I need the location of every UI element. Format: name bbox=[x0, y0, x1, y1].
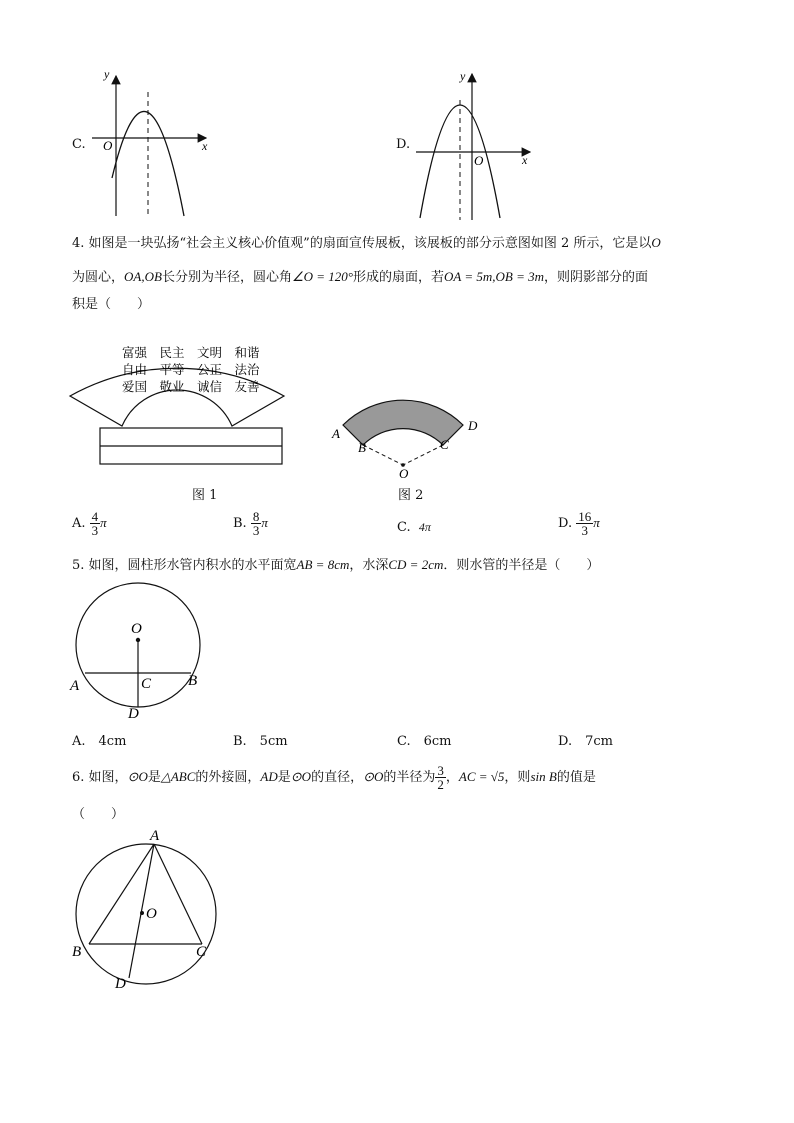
svg-text:B: B bbox=[72, 944, 82, 960]
svg-text:A: A bbox=[332, 426, 340, 441]
option-c-label: C. bbox=[72, 137, 86, 152]
fan-row-3: 爱国 敬业 诚信 友善 bbox=[122, 380, 260, 394]
svg-text:O: O bbox=[399, 466, 409, 480]
q4-option-c[interactable]: C. 4π bbox=[397, 520, 431, 535]
q5-option-b[interactable]: B. 5cm bbox=[233, 734, 288, 749]
origin-label: O bbox=[103, 138, 113, 153]
svg-text:O: O bbox=[474, 153, 484, 168]
svg-text:A: A bbox=[150, 828, 160, 844]
svg-text:C: C bbox=[196, 944, 207, 960]
option-d-label: D. bbox=[396, 137, 411, 152]
svg-text:D: D bbox=[468, 418, 478, 433]
parabola-graph-d bbox=[410, 68, 540, 223]
q5-option-c[interactable]: C. 6cm bbox=[397, 734, 452, 749]
svg-text:B: B bbox=[188, 673, 198, 689]
q4-line1: 4. 如图是一块弘扬“社会主义核心价值观”的扇面宣传展板，该展板的部分示意图如图 2 所示，它是以O bbox=[72, 235, 661, 251]
q4-option-d[interactable]: D. $\frac{16}{3}$ π bbox=[558, 509, 600, 538]
fig1-caption: 图 1 bbox=[192, 488, 218, 503]
q4-line2: 为圆心，OA,OB长分别为半径，圆心角∠O = 120°形成的扇面，若OA = 5m,OB = 3m，则阴影部分的面 bbox=[72, 269, 648, 285]
triangle-circle-figure bbox=[68, 828, 228, 996]
fan-row-2: 自由 平等 公正 法治 bbox=[122, 363, 260, 377]
parabola-graph-c bbox=[88, 68, 218, 218]
q5-question: 5. 如图，圆柱形水管内积水的水平面宽AB = 8cm，水深CD = 2cm．则水管的半径是（ ） bbox=[72, 557, 600, 573]
fig2-caption: 图 2 bbox=[398, 488, 424, 503]
pipe-circle-figure bbox=[68, 578, 218, 723]
svg-text:D: D bbox=[115, 976, 126, 992]
x-axis-label: x bbox=[202, 139, 208, 153]
svg-text:D: D bbox=[128, 706, 139, 722]
q4-line3: 积是（ ） bbox=[72, 297, 151, 312]
q4-option-a[interactable]: A. $\frac{4}{3}$ π bbox=[72, 509, 107, 538]
svg-text:B: B bbox=[358, 440, 366, 455]
q5-option-a[interactable]: A. 4cm bbox=[72, 734, 127, 749]
svg-text:O: O bbox=[131, 621, 142, 637]
q4-option-b[interactable]: B. $\frac{8}{3}$ π bbox=[233, 509, 268, 538]
y-axis-label: y bbox=[104, 68, 110, 81]
svg-text:O: O bbox=[146, 906, 157, 922]
q5-option-d[interactable]: D. 7cm bbox=[558, 734, 613, 749]
svg-text:x: x bbox=[522, 153, 528, 167]
svg-text:C: C bbox=[440, 437, 449, 452]
sector-figure bbox=[326, 372, 486, 480]
fan-row-1: 富强 民主 文明 和谐 bbox=[122, 346, 260, 360]
svg-text:C: C bbox=[141, 676, 152, 692]
fan-board-figure bbox=[66, 330, 288, 470]
q6-question: 6. 如图，⊙O是△ABC的外接圆，AD是⊙O的直径，⊙O的半径为 $\frac{3}{2}$ ，AC = √5，则sin B的值是 bbox=[72, 763, 596, 792]
svg-text:y: y bbox=[460, 69, 466, 83]
svg-text:A: A bbox=[70, 678, 80, 694]
q6-answer-blank: （ ） bbox=[72, 807, 125, 822]
